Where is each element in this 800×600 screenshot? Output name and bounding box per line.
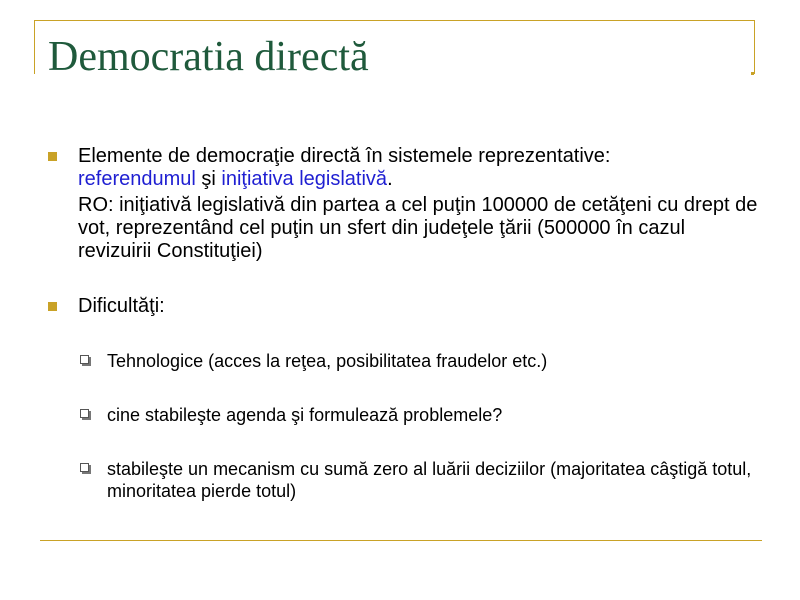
subpoint-text: Tehnologice (acces la reţea, posibilitatea fraudelor etc.)	[107, 351, 548, 371]
slide-title: Democratia directă	[48, 34, 369, 80]
referendum-link[interactable]: referendumul	[78, 168, 196, 190]
hollow-square-bullet-icon	[80, 355, 89, 364]
bullet-lead-text: Elemente de democraţie directă în sistemele reprezentative:	[78, 145, 611, 167]
bullet-text	[78, 145, 758, 191]
frame-top-rule	[34, 20, 754, 21]
frame-right-rule	[754, 20, 755, 74]
square-bullet-icon	[48, 152, 57, 161]
continuation-text: RO: iniţiativă legislativă din partea a cel puţin 100000 de cetăţeni cu drept de vot, reprezentând cel puţin un sfert din judeţele ţării (500000 în cazul revizuirii Constituţiei)	[78, 194, 758, 262]
hollow-square-bullet-icon	[80, 463, 89, 472]
bullet-text: Dificultăţi:	[78, 295, 165, 317]
period-text: .	[387, 168, 393, 190]
square-bullet-icon	[48, 302, 57, 311]
subpoint-text: cine stabileşte agenda şi formulează problemele?	[107, 405, 503, 425]
bottom-rule	[40, 540, 762, 541]
frame-left-rule	[34, 20, 35, 74]
legislative-initiative-link[interactable]: iniţiativa legislativă	[221, 168, 388, 190]
conjunction-text: şi	[201, 168, 216, 190]
hollow-square-bullet-icon	[80, 409, 89, 418]
frame-corner-dot	[751, 72, 754, 75]
subpoint-text: stabileşte un mecanism cu sumă zero al luării deciziilor (majoritatea câştigă totul, minoritatea pierde totul)	[107, 459, 752, 501]
